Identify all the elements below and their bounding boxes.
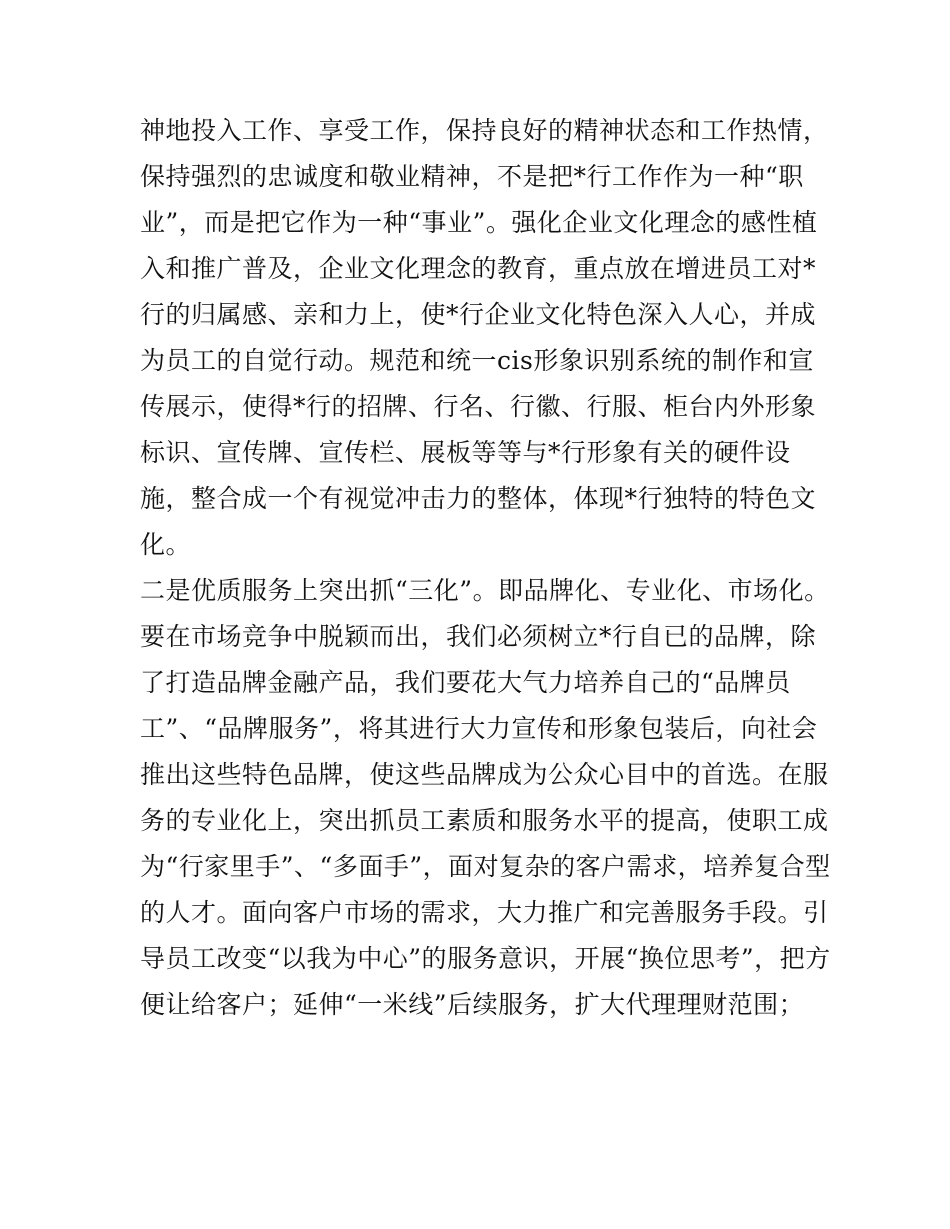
text-line: 神地投入工作、享受工作，保持良好的精神状态和工作热情， [140,116,829,145]
text-line: 便让给客户；延伸“一米线”后续服务，扩大代理理财范围； [140,990,805,1019]
text-line: 保持强烈的忠诚度和敬业精神，不是把*行工作作为一种“职 [140,162,804,191]
text-line: 标识、宣传牌、宣传栏、展板等等与*行形象有关的硬件设 [140,438,791,467]
text-line: 传展示，使得*行的招牌、行名、行徽、行服、柜台内外形象 [140,392,817,421]
body-text [140,108,840,1028]
text-line: 导员工改变“以我为中心”的服务意识，开展“换位思考”，把方 [140,944,831,973]
text-line: 务的专业化上，突出抓员工素质和服务水平的提高，使职工成 [140,806,829,835]
text-line: 工”、“品牌服务”，将其进行大力宣传和形象包装后，向社会 [140,714,818,743]
text-line: 化。 [140,530,192,559]
text-line: 施，整合成一个有视觉冲击力的整体，体现*行独特的特色文 [140,484,817,513]
text-line: 行的归属感、亲和力上，使*行企业文化特色深入人心，并成 [140,300,817,329]
text-line: 业”，而是把它作为一种“事业”。强化企业文化理念的感性植 [140,208,818,237]
text-line: 为员工的自觉行动。规范和统一cis形象识别系统的制作和宣 [140,346,814,375]
text-line: 要在市场竞争中脱颖而出，我们必须树立*行自已的品牌，除 [140,622,817,651]
text-line: 为“行家里手”、“多面手”，面对复杂的客户需求，培养复合型 [140,852,831,881]
text-line: 二是优质服务上突出抓“三化”。即品牌化、专业化、市场化。 [140,576,830,605]
text-line: 入和推广普及，企业文化理念的教育，重点放在增进员工对* [140,254,817,283]
text-line: 的人才。面向客户市场的需求，大力推广和完善服务手段。引 [140,898,829,927]
text-line: 了打造品牌金融产品，我们要花大气力培养自己的“品牌员 [140,668,791,697]
text-line: 推出这些特色品牌，使这些品牌成为公众心目中的首选。在服 [140,760,829,789]
